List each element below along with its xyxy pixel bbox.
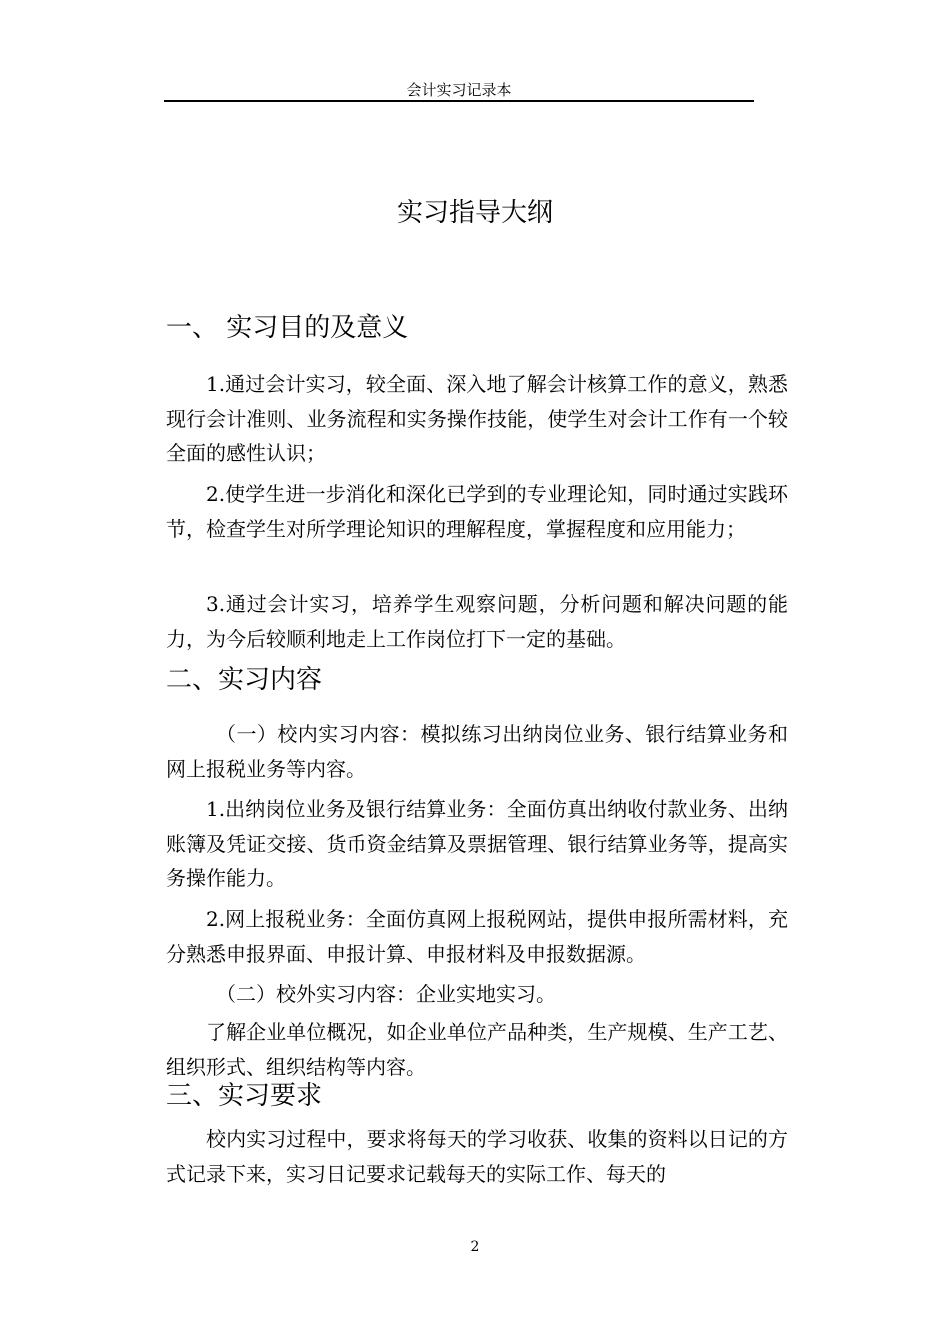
page-number: 2 bbox=[470, 1239, 480, 1255]
paragraph-3-1: 校内实习过程中，要求将每天的学习收获、收集的资料以日记的方式记录下来，实习日记要求记载每天的实际工作、每天的 bbox=[166, 1127, 788, 1186]
paragraph-2-2: 1.出纳岗位业务及银行结算业务：全面仿真出纳收付款业务、出纳账簿及凭证交接、货币资金结算及票据管理、银行结算业务等，提高实务操作能力。 bbox=[166, 797, 788, 890]
header-title: 会计实习记录本 bbox=[406, 81, 512, 99]
paragraph-1-3: 3.通过会计实习，培养学生观察问题，分析问题和解决问题的能力，为今后较顺利地走上工作岗位打下一定的基础。 bbox=[166, 592, 788, 651]
section-heading-1: 一、 实习目的及意义 bbox=[166, 313, 409, 343]
paragraph-2-5: 了解企业单位概况，如企业单位产品种类，生产规模、生产工艺、组织形式、组织结构等内容。 bbox=[166, 1020, 788, 1079]
paragraph-2-4: （二）校外实习内容：企业实地实习。 bbox=[216, 982, 556, 1006]
document-title: 实习指导大纲 bbox=[396, 198, 553, 228]
paragraph-1-1: 1.通过会计实习，较全面、深入地了解会计核算工作的意义，熟悉现行会计准则、业务流程和实务操作技能，使学生对会计工作有一个较全面的感性认识； bbox=[166, 372, 788, 465]
section-heading-3: 三、实习要求 bbox=[166, 1081, 323, 1111]
paragraph-2-3: 2.网上报税业务：全面仿真网上报税网站，提供申报所需材料，充分熟悉申报界面、申报计算、申报材料及申报数据源。 bbox=[166, 907, 788, 966]
paragraph-2-1: （一）校内实习内容：模拟练习出纳岗位业务、银行结算业务和网上报税业务等内容。 bbox=[166, 722, 788, 781]
paragraph-1-2: 2.使学生进一步消化和深化已学到的专业理论知，同时通过实践环节，检查学生对所学理论知识的理解程度，掌握程度和应用能力； bbox=[166, 482, 788, 541]
section-heading-2: 二、实习内容 bbox=[166, 665, 323, 695]
header-divider bbox=[164, 100, 754, 102]
